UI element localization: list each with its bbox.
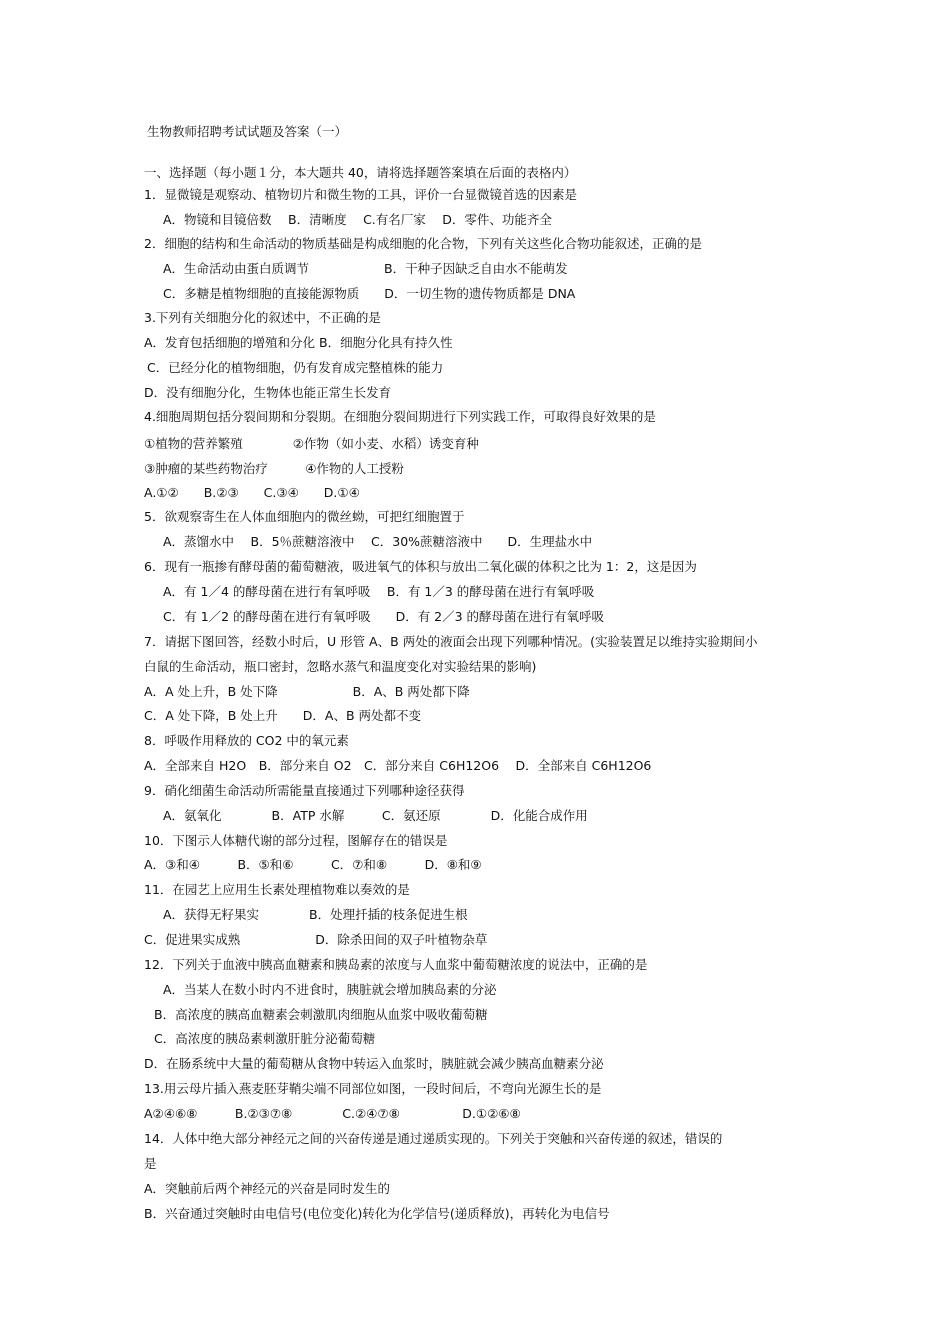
question-11-options-ab: A．获得无籽果实 B．处理扦插的枝条促进生根 xyxy=(163,907,468,922)
question-13-options: A②④⑥⑧ B.②③⑦⑧ C.②④⑦⑧ D.①②⑥⑧ xyxy=(144,1106,521,1121)
question-14-option-b: B．兴奋通过突触时由电信号(电位变化)转化为化学信号(递质释放)，再转化为电信号 xyxy=(144,1206,610,1221)
question-12: 12．下列关于血液中胰高血糖素和胰岛素的浓度与人血浆中葡萄糖浓度的说法中，正确的是 xyxy=(144,957,648,972)
question-2-options-cd: C．多糖是植物细胞的直接能源物质 D．一切生物的遗传物质都是 DNA xyxy=(163,286,576,301)
question-6-options-ab: A．有 1／4 的酵母菌在进行有氧呼吸 B．有 1／3 的酵母菌在进行有氧呼吸 xyxy=(163,584,595,599)
question-3: 3.下列有关细胞分化的叙述中，不正确的是 xyxy=(144,310,381,325)
question-4-item-34: ③肿瘤的某些药物治疗 ④作物的人工授粉 xyxy=(144,461,404,476)
question-7-options-cd: C．A 处下降，B 处上升 D．A、B 两处都不变 xyxy=(144,708,422,723)
question-10: 10．下图示人体糖代谢的部分过程，图解存在的错误是 xyxy=(144,833,448,848)
question-6-options-cd: C．有 1／2 的酵母菌在进行有氧呼吸 D．有 2／3 的酵母菌在进行有氧呼吸 xyxy=(163,609,605,624)
question-8: 8．呼吸作用释放的 CO2 中的氧元素 xyxy=(144,733,349,748)
question-9: 9．硝化细菌生命活动所需能量直接通过下列哪种途径获得 xyxy=(144,783,465,798)
question-4-item-12: ①植物的营养繁殖 ②作物（如小麦、水稻）诱变育种 xyxy=(144,436,479,451)
question-5-options: A．蒸馏水中 B．5％蔗糖溶液中 C．30%蔗糖溶液中 D．生理盐水中 xyxy=(163,534,593,549)
document-title: 生物教师招聘考试试题及答案（一） xyxy=(147,124,348,139)
question-13: 13.用云母片插入燕麦胚芽鞘尖端不同部位如图，一段时间后，不弯向光源生长的是 xyxy=(144,1081,602,1096)
question-11: 11．在园艺上应用生长素处理植物难以奏效的是 xyxy=(144,882,410,897)
question-2-options-ab: A．生命活动由蛋白质调节 B．干种子因缺乏自由水不能萌发 xyxy=(163,261,568,276)
question-12-option-b: B．高浓度的胰高血糖素会刺激肌肉细胞从血浆中吸收葡萄糖 xyxy=(154,1007,488,1022)
question-12-option-a: A．当某人在数小时内不进食时，胰脏就会增加胰岛素的分泌 xyxy=(163,982,497,997)
question-10-options: A．③和④ B．⑤和⑥ C．⑦和⑧ D．⑧和⑨ xyxy=(144,857,482,872)
question-6: 6．现有一瓶掺有酵母菌的葡萄糖液，吸进氧气的体积与放出二氧化碳的体积之比为 1：2，这是因为 xyxy=(144,559,697,574)
question-14-option-a: A．突触前后两个神经元的兴奋是同时发生的 xyxy=(144,1181,391,1196)
question-3-option-d: D．没有细胞分化，生物体也能正常生长发育 xyxy=(144,385,392,400)
question-7-cont: 白鼠的生命活动，瓶口密封，忽略水蒸气和温度变化对实验结果的影响) xyxy=(144,659,537,674)
question-7: 7．请据下图回答，经数小时后，U 形管 A、B 两处的液面会出现下列哪种情况。(实验装置足以维持实验期间小 xyxy=(144,634,758,649)
question-1: 1．显微镜是观察动、植物切片和微生物的工具，评价一台显微镜首选的因素是 xyxy=(144,187,577,202)
question-4-options: A.①② B.②③ C.③④ D.①④ xyxy=(144,485,360,500)
section-heading: 一、选择题（每小题１分，本大题共 40，请将选择题答案填在后面的表格内） xyxy=(144,165,577,180)
question-2: 2．细胞的结构和生命活动的物质基础是构成细胞的化合物，下列有关这些化合物功能叙述，正确的是 xyxy=(144,236,702,251)
question-1-options: A．物镜和目镜倍数 B．清晰度 C.有名厂家 D．零件、功能齐全 xyxy=(163,212,552,227)
question-3-option-ab: A．发育包括细胞的增殖和分化 B．细胞分化具有持久性 xyxy=(144,335,453,350)
question-12-option-d: D．在肠系统中大量的葡萄糖从食物中转运入血浆时，胰脏就会减少胰高血糖素分泌 xyxy=(144,1056,604,1071)
question-7-options-ab: A．A 处上升，B 处下降 B．A、B 两处都下降 xyxy=(144,684,470,699)
question-9-options: A．氨氧化 B．ATP 水解 C．氨还原 D．化能合成作用 xyxy=(163,808,588,823)
question-8-options: A．全部来自 H2O B．部分来自 O2 C．部分来自 C6H12O6 D．全部来自 C6H12O6 xyxy=(144,758,652,773)
question-3-option-c: C．已经分化的植物细胞，仍有发育成完整植株的能力 xyxy=(147,360,444,375)
question-4: 4.细胞周期包括分裂间期和分裂期。在细胞分裂间期进行下列实践工作，可取得良好效果的是 xyxy=(144,409,656,424)
question-14: 14．人体中绝大部分神经元之间的兴奋传递是通过递质实现的。下列关于突触和兴奋传递的叙述，错误的 xyxy=(144,1131,723,1146)
question-14-cont: 是 xyxy=(144,1156,157,1171)
question-12-option-c: C．高浓度的胰岛素刺激肝脏分泌葡萄糖 xyxy=(154,1031,376,1046)
question-11-options-cd: C．促进果实成熟 D．除杀田间的双子叶植物杂草 xyxy=(144,932,488,947)
question-5: 5．欲观察寄生在人体血细胞内的微丝蚴，可把红细胞置于 xyxy=(144,509,465,524)
